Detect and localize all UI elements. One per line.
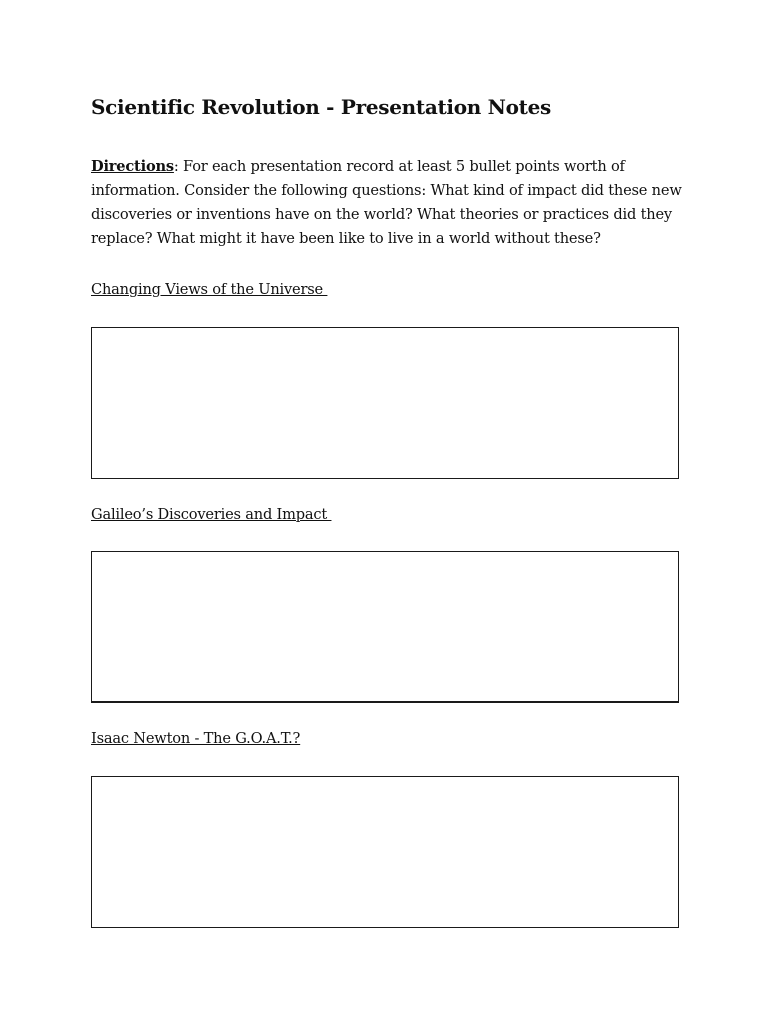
section-heading-galileo: Galileo’s Discoveries and Impact xyxy=(91,506,332,523)
section-heading-newton: Isaac Newton - The G.O.A.T.? xyxy=(91,730,301,747)
notes-box-changing-views[interactable] xyxy=(91,327,679,479)
notes-box-newton[interactable] xyxy=(91,776,679,928)
directions-text: : For each presentation record at least 5 bullet points worth of information. Consider the following questions: What kind of impact did these new discoveries or inventions have on the world? What theories or practices did they replace? What might it have been like to live in a world without these? xyxy=(91,158,682,247)
page-title: Scientific Revolution - Presentation Notes xyxy=(91,95,551,119)
notes-box-galileo[interactable] xyxy=(91,551,679,703)
directions-label: Directions xyxy=(91,158,174,175)
directions-paragraph xyxy=(91,155,691,251)
section-heading-changing-views: Changing Views of the Universe xyxy=(91,281,328,298)
